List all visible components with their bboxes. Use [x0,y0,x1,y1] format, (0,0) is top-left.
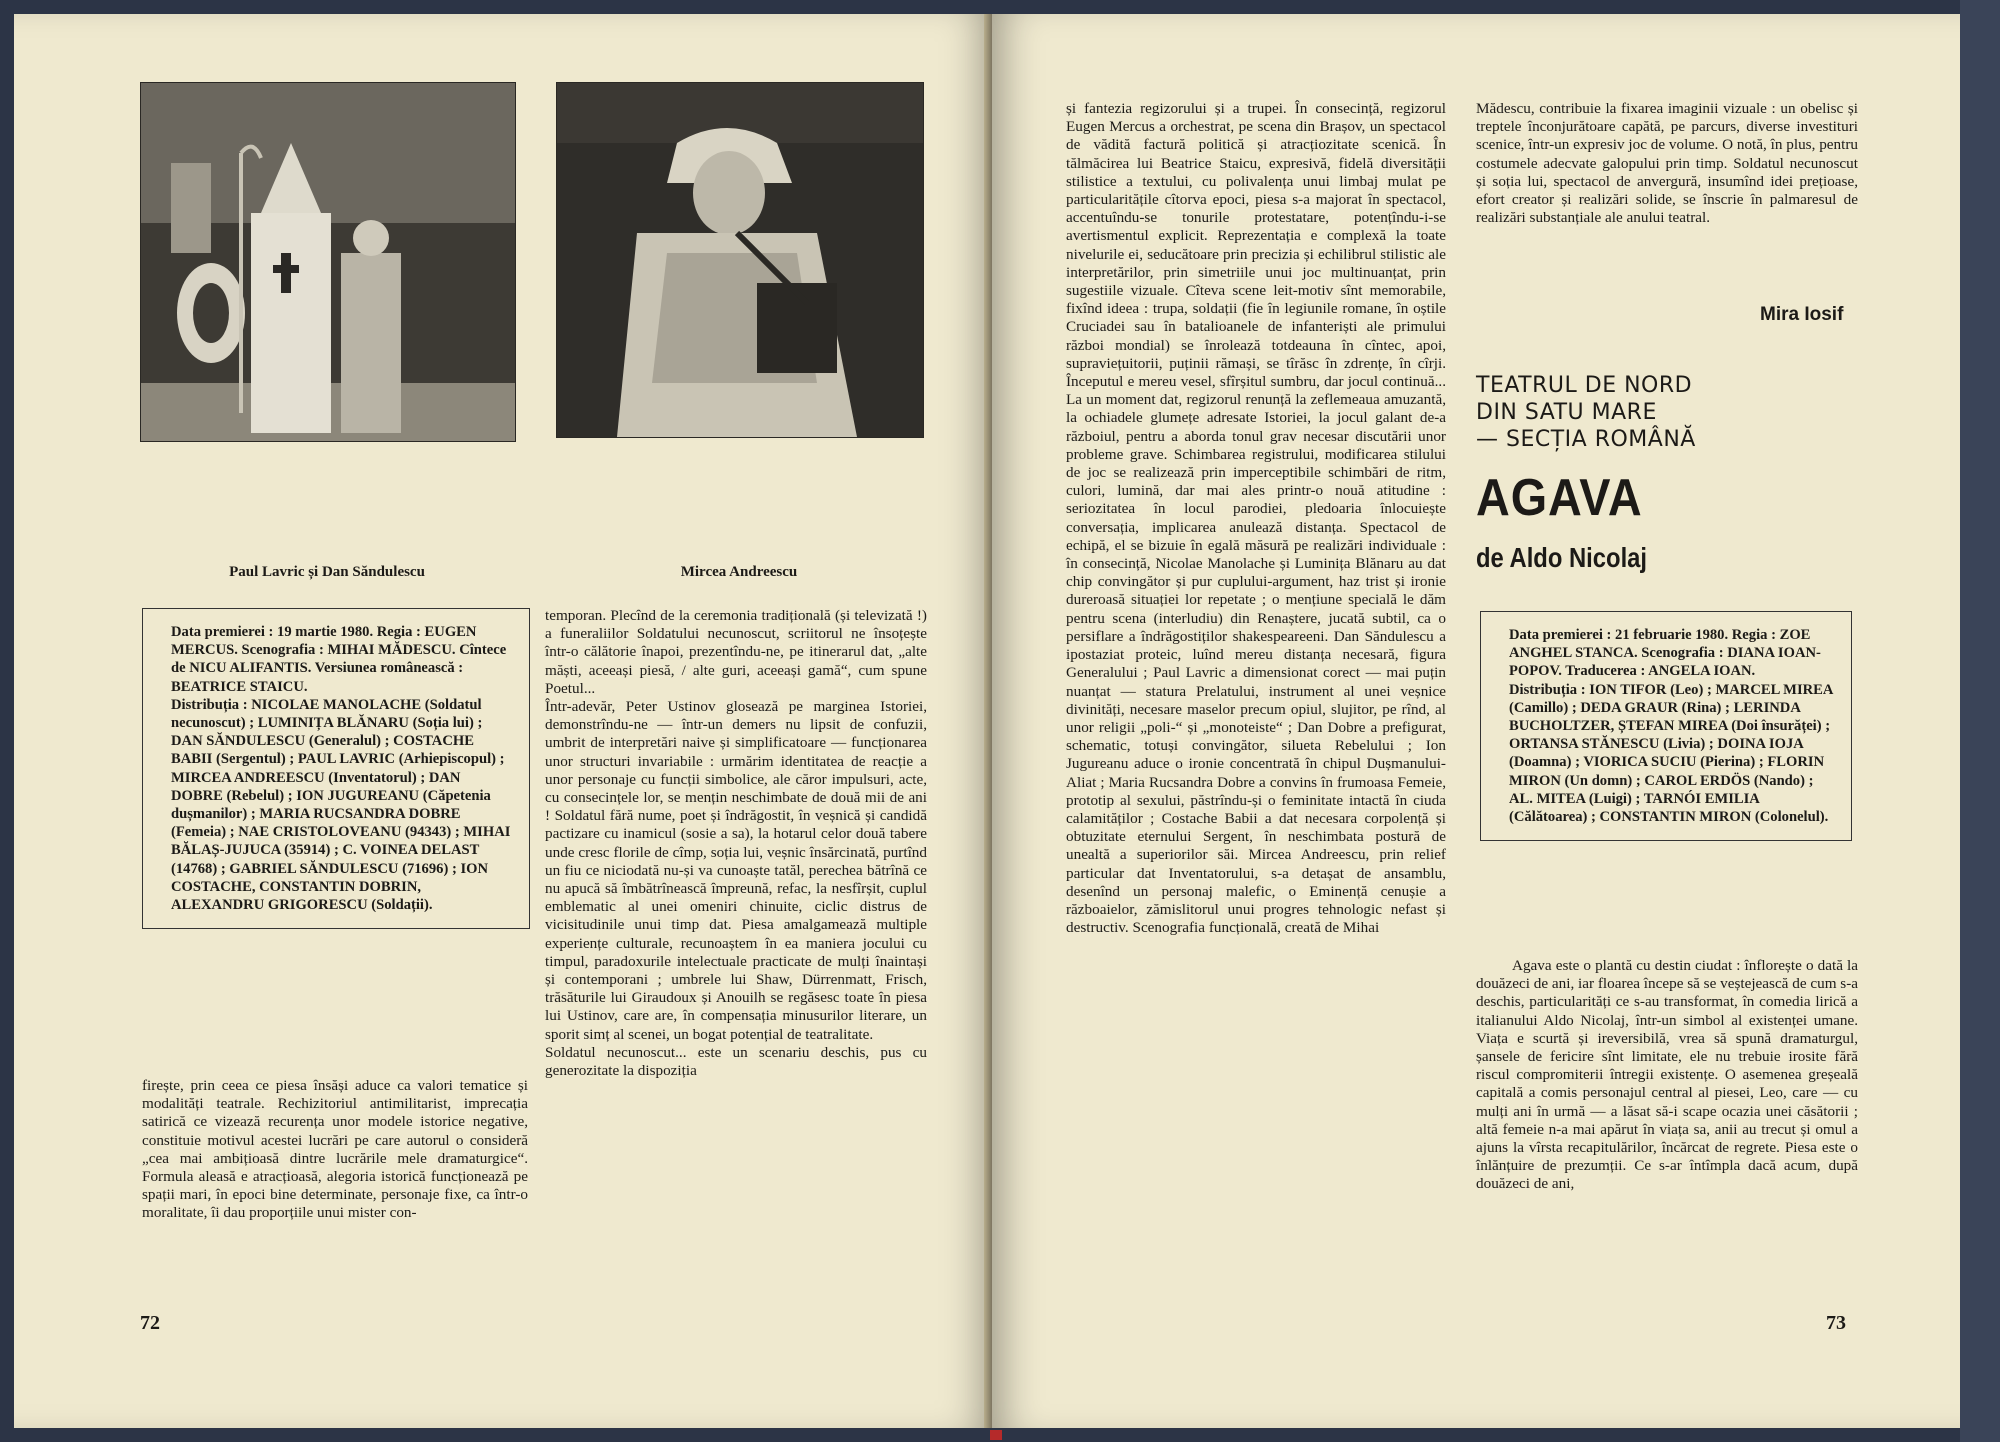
text-column-1: și fantezia regizorului și a trupei. În consecință, regizorul Eugen Mercus a orchestrat, pe scena din Brașov, un spectacol de vădită factură politică și atracțiozitate scenică. În tălmăcirea lui Beatrice Staicu, expresivă, fidelă diversității stilistice a textului, cu polivalența unui limbaj mulat pe particularitățile cîtorva epoci, piesa s-a majorat în spectacol, accentuîndu-se tonurile protestatare, potențîndu-i-se avertismentul explicit. Reprezentația e complexă la toate nivelurile ei, seducătoare prin precizia și echilibrul stilistic ale interpretărilor, prin simetriile unui joc multinuanțat, prin sugestiile vizuale. Cîteva scene leit-motiv sînt memorabile, fixînd ideea : trupa, soldații (fie în legiunile romane, în oștile Cruciadei sau în batalioanele de infanteriști ale primului război mondial) se înrolează totdeauna în cîntec, apoi, supraviețuitorii, puținii rămași, se tîrăsc în zdrențe, în cîrji. Începutul e mereu vesel, sfîrșitul sumbru, dar jocul continuă... La un moment dat, regizorul renunță la zeflemeaua amuzantă, la ochiadele glumețe adresate Istoriei, la jocul galant de-a războiul, pentru a aborda tonul grav necesar discutării unor probleme grave. Schimbarea registrului, modificarea stilului de joc se realizează prin imperceptibile schimbări de ritm, culori, lumină, dar mai ales printr-o nouă atitudine : seriozitatea în locul parodiei, pledoaria înlocuiește conversația, implicarea anulează distanța. Spectacol de echipă, el se bizuie în egală măsură pe realizări individuale : în consecință, Nicolae Manolache și Luminița Blănaru au dat chip convingător și pur cuplului-argument, haz trist și ironie dureroasă situației lor repetate ; o mențiune specială le dăm pentru scena (interludiu) din Renaștere, jucată subtil, ca o persiflare a îndrăgostiților shakespeareeni. Dan Săndulescu a ipostaziat proteic, luînd mereu distanța necesară, figura Generalului ; Paul Lavric a dimensionat corect — mai puțin nuanțat — statura Prelatului, instrument al unei veșnice divinități, necesare maselor precum opiul, slujitor, pe rînd, al unor religii „poli-“ și „monoteiste“ ; Dan Dobre a prefigurat, schematic, totuși convingător, silueta Rebelului ; Ion Jugureanu aduce o ironie concentrată în chipul Dușmanului-Aliat ; Maria Rucsandra Dobre a convins în frumoasa Femeie, prototip al sexului, păstrîndu-și o feminitate intactă în ciuda calamităților ; Costache Babii a dat necesara corpolență și obtuzitate eternului Sergent, în neschimbata postură de unealtă a superiorilor săi. Mircea Andreescu, prin relief particular dat Inventatorului, s-a detașat de ansamblu, desenînd un personaj malefic, o Eminență cenușie a războaielor, zămislitorul unui progres tehnologic nefast și destructiv. Scenografia funcțională, creată de Mihai [1066,100,1446,937]
author-signature: Mira Iosif [1760,304,1844,325]
photo-illustration [557,83,923,437]
play-title: AGAVA [1476,469,1643,527]
text-column-2-lower: Agava este o plantă cu destin ciudat : înflorește o dată la douăzeci de ani, iar floarea începe să se veștejească de cum s-a deschis, particularități ce s-au transformat, în comedia lirică a italianului Aldo Nicolaj, într-un simbol al existenței umane. Viața e scurtă și ireversibilă, vrea să spună dramaturgul, șansele de fericire sînt limitate, ele nu trebuie irosite fără riscul compromiterii întregii existențe. O asemenea greșeală capitală a comis personajul central al piesei, Leo, care — cu mulți ani în urmă — a lăsat să-i scape ocazia unei căsătorii ; altă femeie n-a mai apărut în viața sa, anii au trecut și omul a ajuns la vîrsta recapitulărilor, încărcat de regrete. Piesa este o înlănțuire de prezumții. Ce s-ar întîmpla dacă acum, după douăzeci de ani, [1476,957,1859,1193]
photo-inventor [556,82,924,438]
text-column-1: firește, prin ceea ce piesa însăși aduce ca valori tematice și modalități teatrale. Rechizitoriul antimilitarist, imprecația satirică ce vizează recurența unor modele istorice negative, constituie motivul acestei lucrări pe care autorul o consideră „cea mai ambițioasă dintre lucrările mele dramaturgice“. Formula aleasă e atracțioasă, alegoria istorică funcționează pe spații mari, în epoci bine determinate, personaje fixe, ca într-o moralitate, îi dau proporțiile unui mister con- [142,1077,528,1222]
background-edge [1960,0,2000,1442]
credits-box: Data premierei : 21 februarie 1980. Regia : ZOE ANGHEL STANCA. Scenografia : DIANA IOAN-POPOV. Traducerea : ANGELA IOAN. Distribuția : ION TIFOR (Leo) ; MARCEL MIREA (Camillo) ; DEDA GRAUR (Rina) ; LERINDA BUCHOLTZER, ȘTEFAN MIREA (Doi însurăței) ; ORTANSA STĂNESCU (Livia) ; DOINA IOJA (Doamna) ; VIORICA SUCIU (Pierina) ; FLORIN MIRON (Un domn) ; CAROL ERDÖS (Nando) ; AL. MITEA (Luigi) ; TARNÓI EMILIA (Călătoarea) ; CONSTANTIN MIRON (Colonelul). [1480,611,1852,841]
photo-illustration [141,83,515,441]
photo-archbishop-scene [140,82,516,442]
left-page [14,14,992,1428]
photo-caption-left: Paul Lavric și Dan Săndulescu [229,564,425,580]
text-column-2: Mădescu, contribuie la fixarea imaginii vizuale : un obelisc și treptele înconjurătoare capătă, pe parcurs, diverse investituri scenice, într-un expresiv joc de volume. O notă, în plus, pentru costumele adecvate galopului prin timp. Soldatul necunoscut și soția lui, spectacol de anvergură, insumînd idei prețioase, efort creator și realizări solide, se înscrie în palmaresul de realizări substanțiale ale anului teatral. [1476,100,1858,227]
right-page [992,14,1960,1428]
text-column-2: temporan. Plecînd de la ceremonia tradițională (și televizată !) a funeraliilor Soldatului necunoscut, scriitorul ne însoțește într-o călătorie înapoi, prezentîndu-ne, pe itinerarul dat, „alte măști, aceeași piesă, / alte guri, aceeași gamă“, cum spune Poetul... Într-adevăr, Peter Ustinov glosează pe marginea Istoriei, demonstrîndu-ne — într-un demers nu lipsit de confuzii, umbrit de interpretări naive și simplificatoare — funcționarea unor structuri invariabile : urmărim identitatea de reacție a unor personaje cu funcții simbolice, ale căror impulsuri, acte, cu consecințele lor, se mențin neschimbate de două mii de ani ! Soldatul fără nume, poet și îndrăgostit, în veșnică și candidă pactizare cu inamicul (sosie a sa), la hotarul celor două tabere unde cresc florile de cîmp, soția lui, veșnic însărcinată, purtînd un fiu ce niciodată nu-și va cunoaște tatăl, perechea bătrînă ce nu apucă să îmbătrînească împreună, refac, la nesfîrșit, cuplul emblematic al unei omeniri chinuite, ciclic distrus de vicisitudinile unui timp dat. Piesa amalgamează multiple experiențe culturale, recunoaștem în ea maniera jocului cu timpul, paradoxurile intelectuale practicate de mulți înaintași și contemporani ; umbrele lui Shaw, Dürrenmatt, Frisch, trăsăturile lui Giraudoux și Anouilh se regăsesc toate în piesa lui Ustinov, care are, în compensația minusurilor literare, un sporit simț al scenei, un bogat potențial de teatralitate. Soldatul necunoscut... este un scenariu deschis, pus cu generozitate la dispoziția [545,607,927,1080]
page-number: 73 [1826,1312,1846,1334]
section-title: TEATRUL DE NORD DIN SATU MARE — SECȚIA ROMÂNĂ [1476,373,1696,452]
bookmark-ribbon [990,1430,1002,1440]
photo-caption-right: Mircea Andreescu [680,564,798,580]
play-author: de Aldo Nicolaj [1476,542,1648,573]
credits-box: Data premierei : 19 martie 1980. Regia : EUGEN MERCUS. Scenografia : MIHAI MĂDESCU. Cîntece de NICU ALIFANTIS. Versiunea românească : BEATRICE STAICU. Distribuția : NICOLAE MANOLACHE (Soldatul necunoscut) ; LUMINIȚA BLĂNARU (Soția lui) ; DAN SĂNDULESCU (Generalul) ; COSTACHE BABII (Sergentul) ; PAUL LAVRIC (Arhiepiscopul) ; MIRCEA ANDREESCU (Inventatorul) ; DAN DOBRE (Rebelul) ; ION JUGUREANU (Căpetenia dușmanilor) ; MARIA RUCSANDRA DOBRE (Femeia) ; NAE CRISTOLOVEANU (94343) ; MIHAI BĂLAȘ-JUJUCA (35914) ; C. VOINEA DELAST (14768) ; GABRIEL SĂNDULESCU (71696) ; ION COSTACHE, CONSTANTIN DOBRIN, ALEXANDRU GRIGORESCU (Soldații). [142,608,530,929]
page-number: 72 [140,1312,160,1334]
